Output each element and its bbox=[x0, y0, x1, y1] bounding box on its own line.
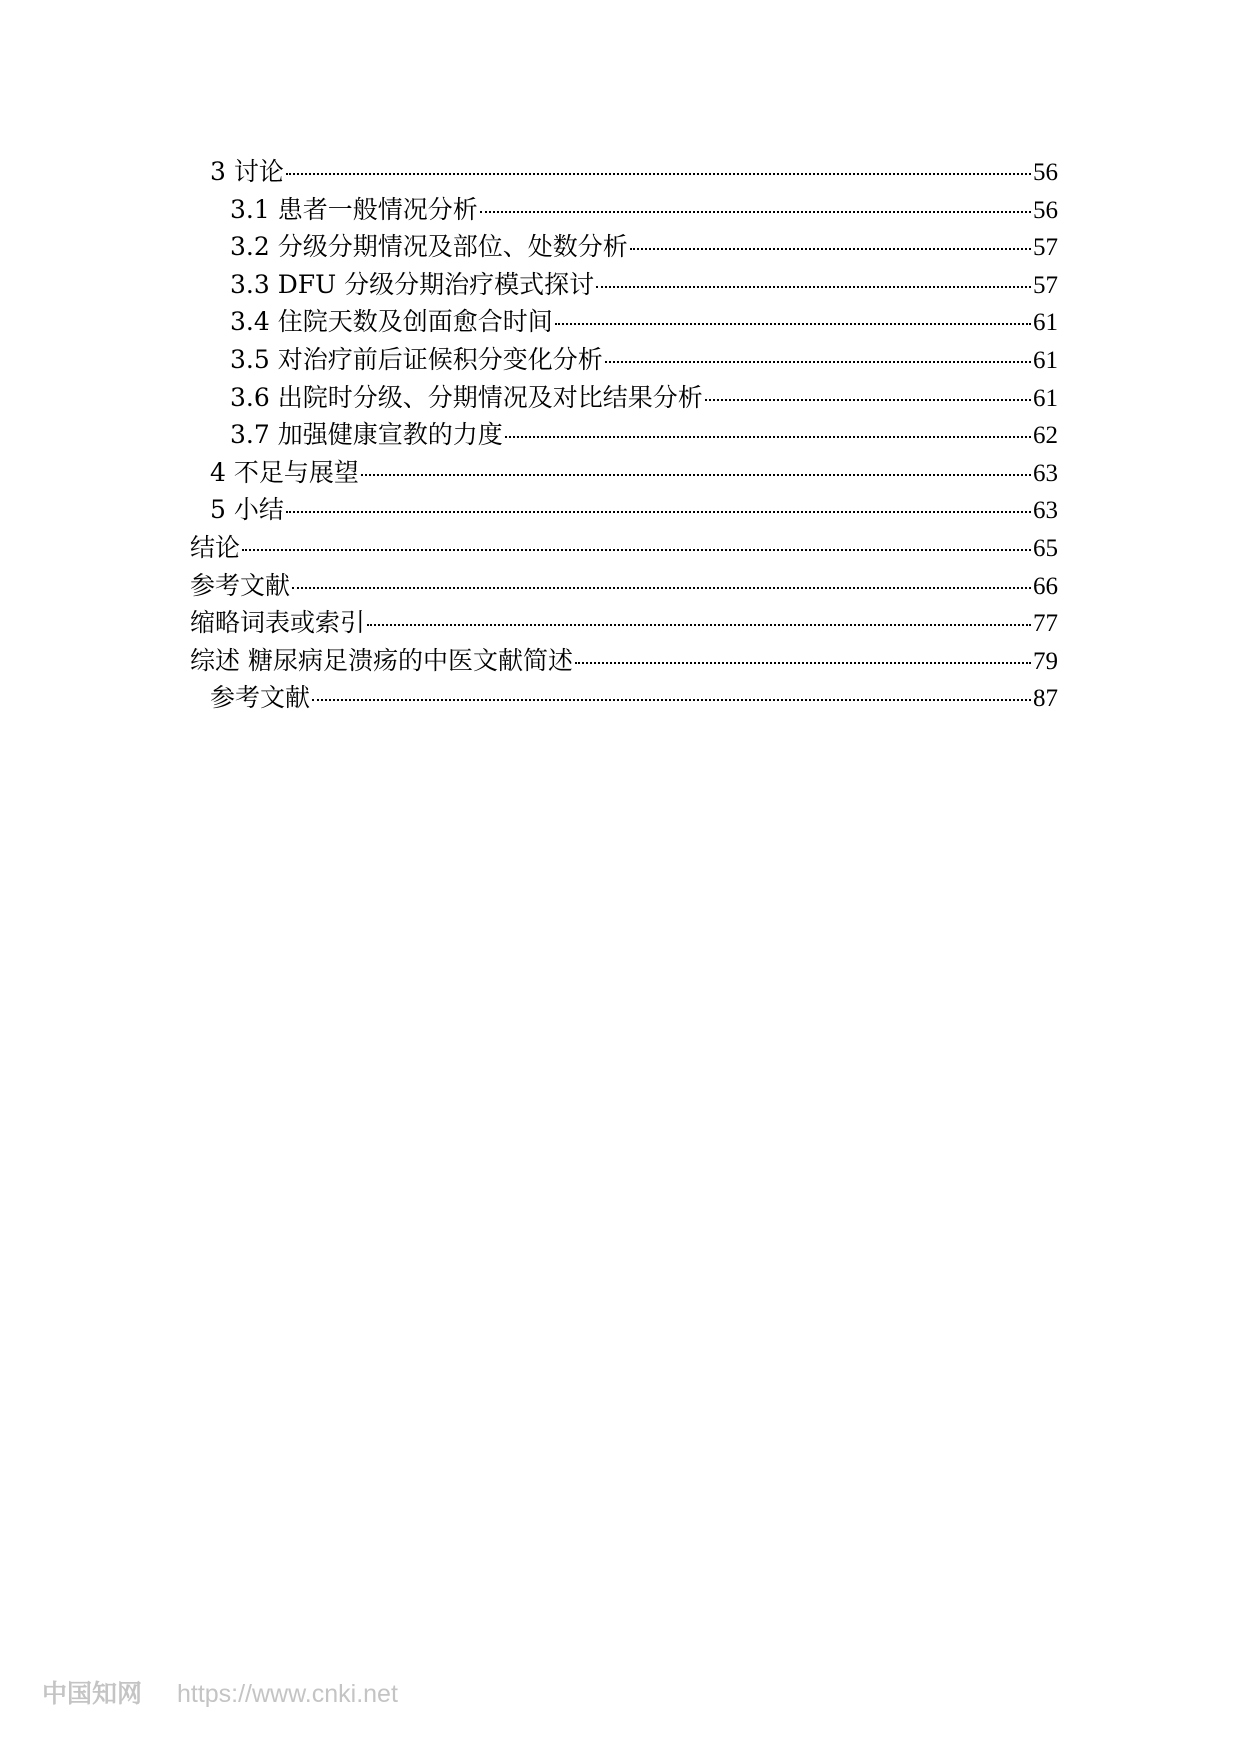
table-of-contents bbox=[190, 153, 1058, 717]
toc-entry-page: 61 bbox=[1033, 309, 1058, 337]
toc-entry-label: 4 不足与展望 bbox=[210, 457, 359, 487]
toc-entry-page: 79 bbox=[1033, 647, 1058, 675]
cnki-watermark bbox=[42, 1674, 398, 1710]
toc-leader-dots bbox=[361, 474, 1031, 476]
toc-leader-dots bbox=[312, 699, 1031, 701]
toc-entry-label: 3.6 出院时分级、分期情况及对比结果分析 bbox=[230, 382, 703, 412]
toc-entry-label: 缩略词表或索引 bbox=[190, 608, 366, 638]
toc-entry[interactable] bbox=[190, 529, 1058, 567]
toc-entry[interactable] bbox=[190, 228, 1058, 266]
toc-leader-dots bbox=[596, 286, 1031, 288]
toc-entry-page: 65 bbox=[1033, 534, 1058, 562]
toc-entry[interactable] bbox=[190, 416, 1058, 454]
toc-entry-label: 3.7 加强健康宣教的力度 bbox=[230, 420, 503, 450]
toc-entry[interactable] bbox=[190, 191, 1058, 229]
toc-entry-label: 参考文献 bbox=[190, 570, 291, 600]
toc-entry[interactable] bbox=[190, 642, 1058, 680]
toc-entry-page: 63 bbox=[1033, 459, 1058, 487]
toc-entry-label: 结论 bbox=[190, 532, 241, 562]
toc-leader-dots bbox=[555, 323, 1031, 325]
toc-entry[interactable] bbox=[190, 303, 1058, 341]
toc-leader-dots bbox=[705, 399, 1031, 401]
toc-entry[interactable] bbox=[190, 567, 1058, 605]
toc-leader-dots bbox=[605, 361, 1031, 363]
toc-entry-page: 56 bbox=[1033, 159, 1058, 186]
toc-entry-label: 3 讨论 bbox=[210, 157, 284, 186]
toc-entry-page: 87 bbox=[1033, 685, 1058, 713]
toc-entry-label: 3.3 DFU 分级分期治疗模式探讨 bbox=[230, 269, 595, 299]
toc-entry-page: 66 bbox=[1033, 572, 1058, 600]
watermark-name: 中国知网 bbox=[42, 1680, 143, 1708]
toc-entry[interactable] bbox=[190, 491, 1058, 529]
toc-entry-label: 3.5 对治疗前后证候积分变化分析 bbox=[230, 344, 603, 374]
toc-entry-label: 3.2 分级分期情况及部位、处数分析 bbox=[230, 232, 628, 262]
toc-entry[interactable] bbox=[190, 266, 1058, 304]
toc-entry-label: 参考文献 bbox=[210, 683, 311, 713]
toc-leader-dots bbox=[367, 624, 1031, 626]
toc-entry[interactable] bbox=[190, 153, 1058, 191]
toc-leader-dots bbox=[292, 587, 1031, 589]
toc-leader-dots bbox=[242, 549, 1031, 551]
toc-entry-label: 综述 糖尿病足溃疡的中医文献简述 bbox=[190, 645, 573, 675]
toc-leader-dots bbox=[575, 662, 1031, 664]
toc-entry-label: 3.1 患者一般情况分析 bbox=[230, 194, 478, 224]
toc-entry-page: 61 bbox=[1033, 346, 1058, 374]
toc-leader-dots bbox=[630, 248, 1031, 250]
toc-entry-label: 3.4 住院天数及创面愈合时间 bbox=[230, 307, 553, 337]
watermark-url: https://www.cnki.net bbox=[176, 1680, 398, 1708]
toc-leader-dots bbox=[505, 436, 1031, 438]
toc-entry-page: 57 bbox=[1033, 234, 1058, 262]
toc-entry[interactable] bbox=[190, 341, 1058, 379]
toc-leader-dots bbox=[480, 211, 1031, 213]
toc-entry-label: 5 小结 bbox=[210, 495, 284, 525]
toc-leader-dots bbox=[286, 511, 1031, 513]
toc-entry-page: 61 bbox=[1033, 384, 1058, 412]
toc-entry-page: 77 bbox=[1033, 610, 1058, 638]
toc-entry[interactable] bbox=[190, 679, 1058, 717]
toc-leader-dots bbox=[286, 173, 1031, 175]
toc-entry-page: 56 bbox=[1033, 196, 1058, 224]
toc-entry[interactable] bbox=[190, 454, 1058, 492]
toc-entry[interactable] bbox=[190, 604, 1058, 642]
toc-entry-page: 62 bbox=[1033, 422, 1058, 450]
toc-entry-page: 63 bbox=[1033, 497, 1058, 525]
toc-entry-page: 57 bbox=[1033, 271, 1058, 299]
toc-entry[interactable] bbox=[190, 379, 1058, 417]
